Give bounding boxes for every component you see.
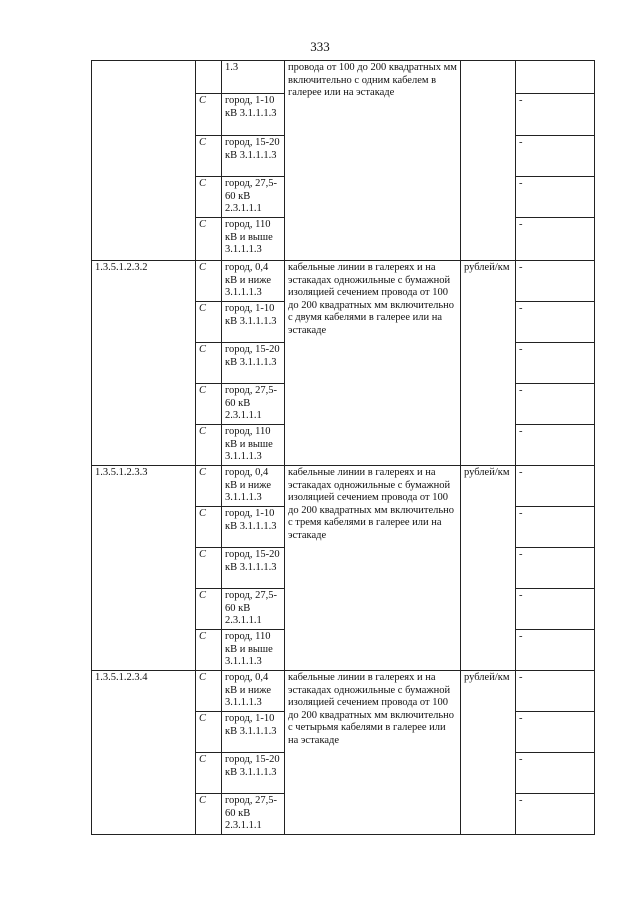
row-category: С: [196, 218, 222, 261]
row-territory: город, 15-20 кВ 3.1.1.1.3: [222, 136, 285, 177]
row-unit: рублей/км: [461, 466, 516, 671]
row-category: С: [196, 136, 222, 177]
row-territory: город, 1-10 кВ 3.1.1.1.3: [222, 507, 285, 548]
tariff-table: [91, 60, 595, 835]
row-value: -: [516, 218, 595, 261]
table-row: [92, 261, 595, 302]
row-category: С: [196, 177, 222, 218]
row-territory: город, 0,4 кВ и ниже 3.1.1.1.3: [222, 261, 285, 302]
row-territory: город, 0,4 кВ и ниже 3.1.1.1.3: [222, 466, 285, 507]
row-category: С: [196, 425, 222, 466]
row-description: кабельные линии в галереях и на эстакадах одножильные с бумажной изоляцией сечением провода от 100 до 200 квадратных мм включительно с тремя кабелями в галерее или на эстакаде: [285, 466, 461, 671]
table-row: [92, 61, 595, 94]
row-territory: город, 1-10 кВ 3.1.1.1.3: [222, 94, 285, 136]
row-code: 1.3.5.1.2.3.2: [92, 261, 196, 466]
row-value: [516, 61, 595, 94]
row-unit: рублей/км: [461, 261, 516, 466]
row-category: С: [196, 507, 222, 548]
row-category: С: [196, 753, 222, 794]
row-value: -: [516, 794, 595, 835]
row-value: -: [516, 548, 595, 589]
row-category: С: [196, 671, 222, 712]
row-value: -: [516, 753, 595, 794]
row-territory: город, 15-20 кВ 3.1.1.1.3: [222, 548, 285, 589]
row-category: С: [196, 94, 222, 136]
table-row: [92, 671, 595, 712]
row-territory: 1.3: [222, 61, 285, 94]
row-description: кабельные линии в галереях и на эстакадах одножильные с бумажной изоляцией сечением провода от 100 до 200 квадратных мм включительно с двумя кабелями в галерее или на эстакаде: [285, 261, 461, 466]
row-value: -: [516, 343, 595, 384]
row-value: -: [516, 630, 595, 671]
row-category: С: [196, 794, 222, 835]
row-value: -: [516, 425, 595, 466]
row-category: С: [196, 384, 222, 425]
row-category: С: [196, 302, 222, 343]
row-territory: город, 0,4 кВ и ниже 3.1.1.1.3: [222, 671, 285, 712]
row-code: 1.3.5.1.2.3.4: [92, 671, 196, 835]
row-value: -: [516, 177, 595, 218]
row-territory: город, 27,5-60 кВ 2.3.1.1.1: [222, 589, 285, 630]
row-territory: город, 1-10 кВ 3.1.1.1.3: [222, 712, 285, 753]
row-category: С: [196, 712, 222, 753]
row-value: -: [516, 466, 595, 507]
row-territory: город, 15-20 кВ 3.1.1.1.3: [222, 753, 285, 794]
row-category: С: [196, 630, 222, 671]
row-category: С: [196, 261, 222, 302]
row-code: [92, 61, 196, 261]
row-value: -: [516, 507, 595, 548]
row-code: 1.3.5.1.2.3.3: [92, 466, 196, 671]
table-body: [92, 61, 595, 835]
row-unit: [461, 61, 516, 261]
row-category: [196, 61, 222, 94]
row-value: -: [516, 712, 595, 753]
row-description: кабельные линии в галереях и на эстакадах одножильные с бумажной изоляцией сечением провода от 100 до 200 квадратных мм включительно с четырьмя кабелями в галерее или на эстакаде: [285, 671, 461, 835]
row-category: С: [196, 466, 222, 507]
row-value: -: [516, 94, 595, 136]
row-territory: город, 27,5-60 кВ 2.3.1.1.1: [222, 794, 285, 835]
page-number: 333: [310, 39, 330, 54]
row-territory: город, 27,5-60 кВ 2.3.1.1.1: [222, 177, 285, 218]
row-territory: город, 27,5-60 кВ 2.3.1.1.1: [222, 384, 285, 425]
row-category: С: [196, 589, 222, 630]
row-value: -: [516, 671, 595, 712]
row-territory: город, 15-20 кВ 3.1.1.1.3: [222, 343, 285, 384]
row-category: С: [196, 343, 222, 384]
row-value: -: [516, 589, 595, 630]
row-territory: город, 110 кВ и выше 3.1.1.1.3: [222, 425, 285, 466]
row-unit: рублей/км: [461, 671, 516, 835]
row-value: -: [516, 136, 595, 177]
row-description: провода от 100 до 200 квадратных мм включительно с одним кабелем в галерее или на эстакаде: [285, 61, 461, 261]
row-territory: город, 1-10 кВ 3.1.1.1.3: [222, 302, 285, 343]
row-value: -: [516, 384, 595, 425]
row-territory: город, 110 кВ и выше 3.1.1.1.3: [222, 630, 285, 671]
row-value: -: [516, 261, 595, 302]
row-territory: город, 110 кВ и выше 3.1.1.1.3: [222, 218, 285, 261]
table-row: [92, 466, 595, 507]
row-category: С: [196, 548, 222, 589]
row-value: -: [516, 302, 595, 343]
